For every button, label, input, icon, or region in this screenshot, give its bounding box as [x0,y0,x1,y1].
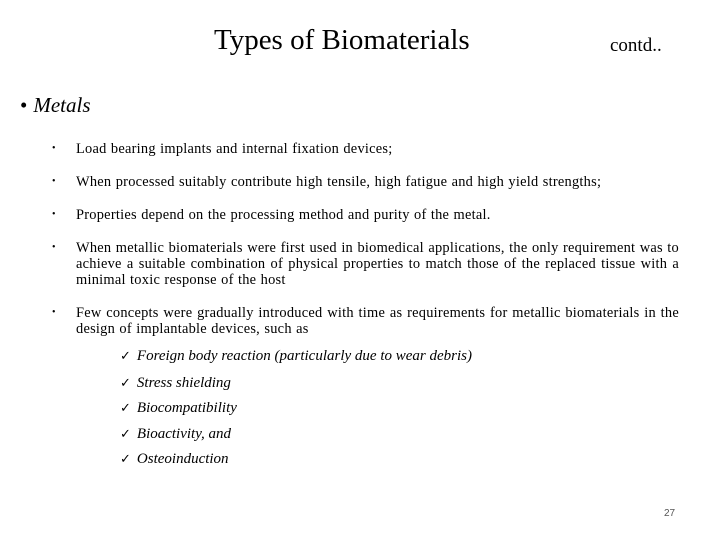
bullet-icon: • [52,307,56,318]
section-bullet: • [20,93,28,117]
checklist-item [120,425,231,444]
checklist-item-text: Stress shielding [136,375,231,391]
slide-title: Types of Biomaterials [214,24,470,56]
bullet-icon: • [52,242,56,253]
bullet-icon: • [52,143,56,154]
checkmark-icon: ✓ [120,427,131,442]
checklist-item [120,347,472,366]
section-heading [20,92,91,118]
list-item [52,141,679,157]
checkmark-icon: ✓ [120,349,131,364]
checklist-item-text: Foreign body reaction (particularly due to wear debris) [136,348,472,364]
bullet-icon: • [52,209,56,220]
checklist-item-text: Osteoinduction [136,451,229,467]
list-item [52,207,679,223]
bullet-icon: • [52,176,56,187]
checklist-item-text: Biocompatibility [136,400,237,416]
section-label: Metals [33,93,91,117]
checklist-item [120,450,229,469]
list-item [52,174,679,190]
list-item [52,240,679,288]
checkmark-icon: ✓ [120,401,131,416]
list-item-text: Properties depend on the processing method and purity of the metal. [76,207,491,223]
list-item-text: Load bearing implants and internal fixation devices; [76,141,393,157]
page-number: 27 [664,508,676,519]
list-item-text: Few concepts were gradually introduced with time as requirements for metallic biomaterials in the design of implantable devices, such as [76,305,679,337]
checklist-item [120,399,237,418]
list-item-text: When processed suitably contribute high tensile, high fatigue and high yield strengths; [76,174,602,190]
checklist-item-text: Bioactivity, and [136,426,232,442]
checkmark-icon: ✓ [120,376,131,391]
continued-label: contd.. [610,35,662,56]
list-item-text: When metallic biomaterials were first used in biomedical applications, the only requirement was to achieve a suitable combination of physical properties to match those of the replaced tissue with a minimal toxic response of the host [76,240,679,288]
checkmark-icon: ✓ [120,452,131,467]
checklist-item [120,374,231,393]
list-item [52,305,679,337]
